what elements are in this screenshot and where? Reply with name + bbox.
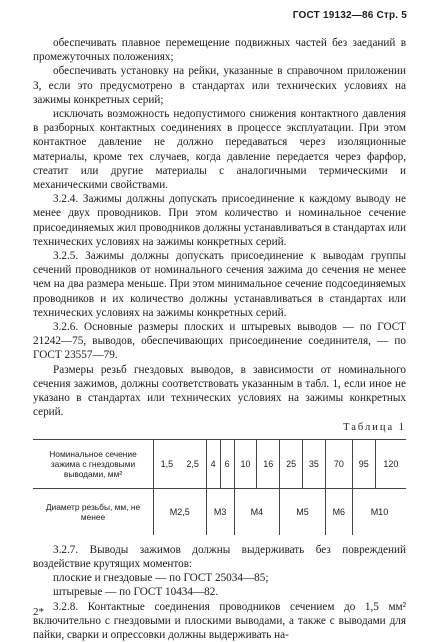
paragraph: 3.2.7. Выводы зажимов должны выдерживать без повреждений воздействие крутящих моментов: — [33, 543, 406, 571]
table-cell: 95 — [352, 439, 375, 488]
table-row-thread-diameter — [33, 488, 406, 535]
paragraph: Размеры резьб гнездовых выводов, в зависимости от номинального сечения зажимов, должны соответствовать указанным в табл. 1, если иное не указано в стандартах или технических условиях на зажимы конкретных серий. — [33, 363, 406, 420]
table-cell: 35 — [302, 439, 325, 488]
table-cell: 6 — [220, 439, 234, 488]
table-row-nominal-section — [33, 439, 406, 488]
table-caption: Таблица 1 — [33, 421, 406, 435]
page-header: ГОСТ 19132—86 Стр. 5 — [293, 10, 407, 21]
table-cell: 16 — [257, 439, 280, 488]
row-label-thread-diameter: Диаметр резьбы, мм, не менее — [33, 488, 154, 535]
table-1 — [33, 439, 406, 535]
page-footer-mark: 2* — [33, 606, 44, 618]
table-cell: М6 — [325, 488, 352, 535]
table-cell: М5 — [280, 488, 326, 535]
table-cell: 2,5 — [180, 439, 206, 488]
table-cell: М4 — [234, 488, 280, 535]
paragraphs-after-table — [33, 543, 406, 642]
table-cell: 1,5 — [154, 439, 180, 488]
paragraph: 3.2.6. Основные размеры плоских и штыревых выводов — по ГОСТ 21242—75, выводов, обеспечивающих присоединение соединителя, — по ГОСТ 23557—79. — [33, 320, 406, 363]
table-cell: 120 — [375, 439, 406, 488]
paragraph: штыревые — по ГОСТ 10434—82. — [33, 585, 406, 599]
paragraph: обеспечивать плавное перемещение подвижных частей без заеданий в промежуточных положениях; — [33, 36, 406, 64]
table-cell: М3 — [206, 488, 234, 535]
table-cell: 25 — [280, 439, 303, 488]
table-cell: 70 — [325, 439, 352, 488]
row-label-nominal-section: Номинальное сечение зажима с гнездовыми выводами, мм² — [33, 439, 154, 488]
paragraphs-before-table — [33, 36, 406, 419]
paragraph: 3.2.5. Зажимы должны допускать присоединение к выводам группы сечений проводников от номинального сечения зажима до сечения не менее чем на два размера меньше. При этом минимальное сечение подсоединяемых проводников и их количество должны устанавливаться в стандартах или технических условиях на зажимы конкретных серий. — [33, 249, 406, 320]
paragraph: исключать возможность недопустимого снижения контактного давления в разборных контактных соединениях в процессе эксплуатации. При этом контактное давление не должно передаваться через изоляционные материалы, кроме тех случаев, когда давление передается через фарфор, стеатит или другие материалы с аналогичными термическими и механическими свойствами. — [33, 107, 406, 192]
table-cell: 10 — [234, 439, 257, 488]
paragraph: 3.2.8. Контактные соединения проводников сечением до 1,5 мм² включительно с гнездовыми и плоскими выводами, а также с выводами для пайки, сварки и опрессовки должны выдерживать на- — [33, 600, 406, 642]
table-cell: 4 — [206, 439, 220, 488]
paragraph: плоские и гнездовые — по ГОСТ 25034—85; — [33, 571, 406, 585]
paragraph: обеспечивать установку на рейки, указанные в справочном приложении 3, если это предусмотрено в стандартах или технических условиях на зажимы конкретных серий; — [33, 64, 406, 107]
table-cell: М10 — [352, 488, 406, 535]
body-text — [33, 36, 406, 642]
paragraph: 3.2.4. Зажимы должны допускать присоединение к каждому выводу не менее двух проводников. При этом количество и номинальное сечение присоединяемых жил проводников должны устанавливаться в стандартах или технических условиях на зажимы конкретных серий. — [33, 192, 406, 249]
table-cell: М2,5 — [154, 488, 207, 535]
